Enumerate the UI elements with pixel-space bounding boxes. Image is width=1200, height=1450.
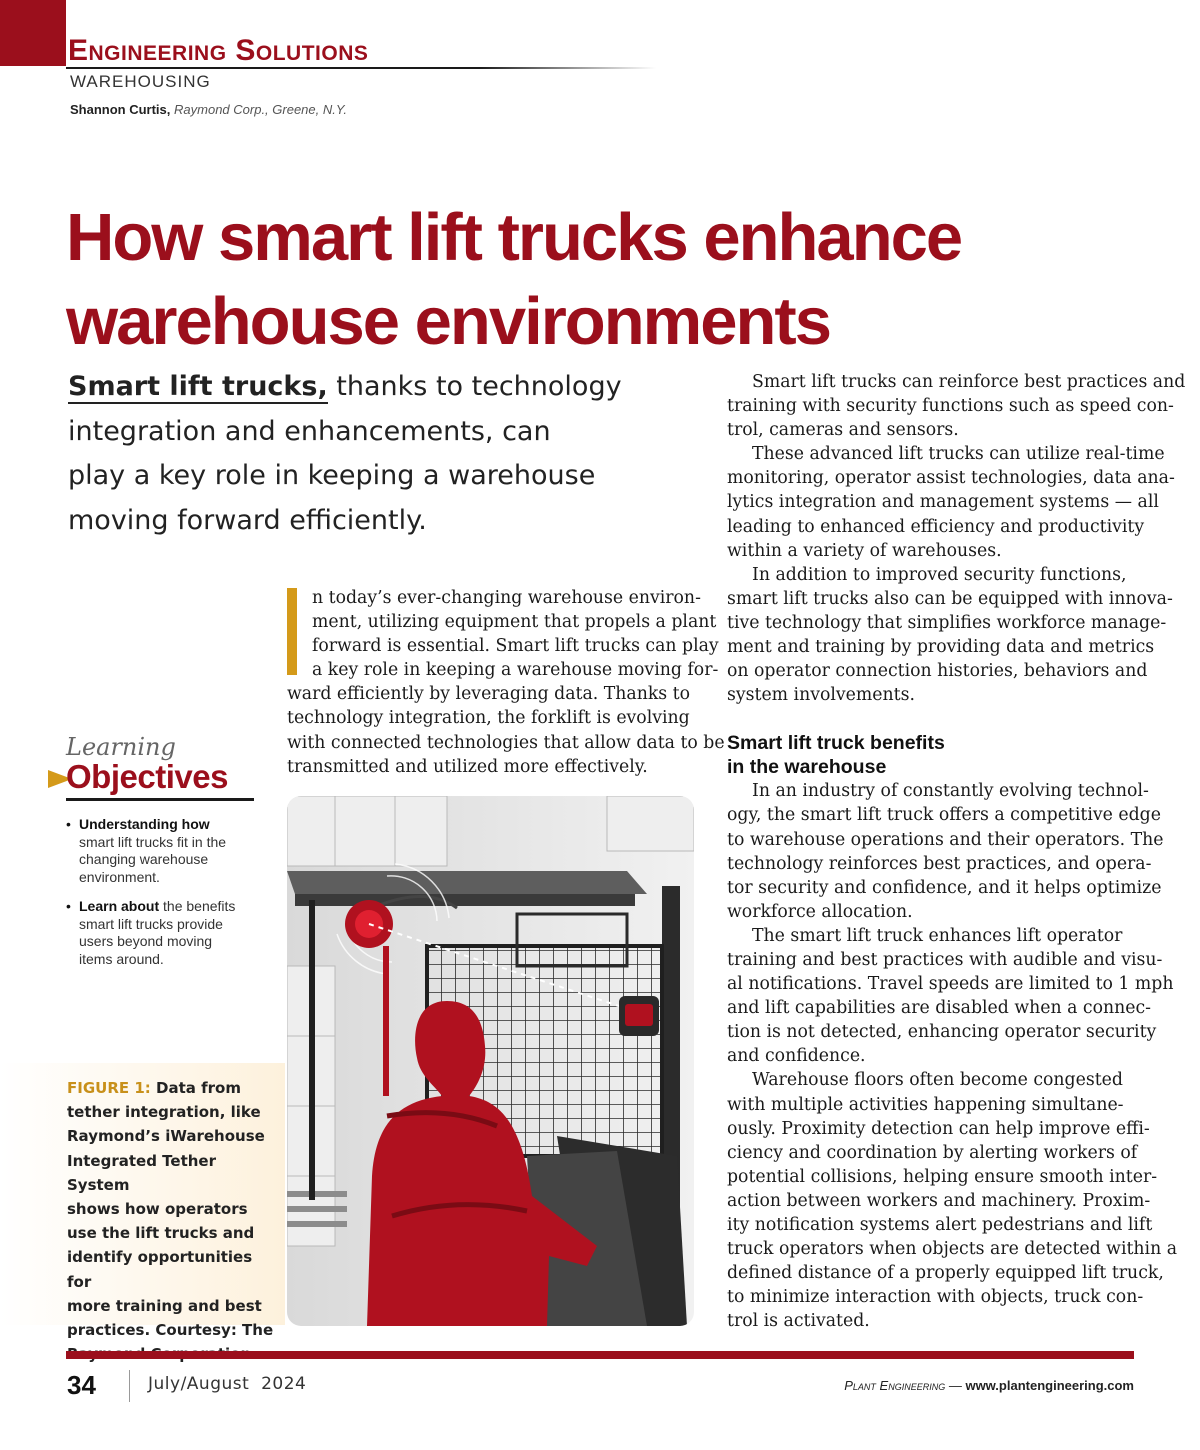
- body-line: n today’s ever-changing warehouse environ-: [312, 588, 701, 608]
- figure-caption: [67, 1076, 277, 1366]
- body-line: training and best practices with audible and visu-: [727, 949, 1163, 970]
- subheading-line: Smart lift truck benefits: [727, 732, 945, 755]
- body-line: forward is essential. Smart lift trucks can play: [312, 636, 719, 657]
- magazine-name: Plant Engineering: [844, 1378, 946, 1393]
- body-line: ment, utilizing equipment that propels a plant: [312, 612, 717, 633]
- caption-line: use the lift trucks and: [67, 1224, 255, 1243]
- body-line: Smart lift trucks can reinforce best practices and: [752, 372, 1186, 392]
- body-column-2: [727, 370, 1186, 1333]
- body-line: trol is activated.: [727, 1311, 870, 1332]
- body-line: ously. Proximity detection can help improve effi-: [727, 1118, 1150, 1139]
- caption-line: tether integration, like: [67, 1103, 261, 1122]
- deck-line: integration and enhancements, can: [68, 415, 551, 447]
- body-line: ogy, the smart lift truck offers a competitive edge: [727, 805, 1161, 826]
- headline-line: warehouse environments: [66, 284, 830, 359]
- body-line: technology reinforces best practices, and opera-: [727, 853, 1152, 874]
- figure-illustration: [287, 796, 694, 1326]
- caption-line: identify opportunities for: [67, 1248, 253, 1291]
- author-name: Shannon Curtis,: [70, 102, 171, 117]
- byline: [70, 102, 347, 117]
- figure-label: FIGURE 1:: [67, 1079, 151, 1097]
- objective-text: users beyond moving: [79, 933, 213, 949]
- body-line: monitoring, operator assist technologies, data ana-: [727, 468, 1175, 489]
- body-line: al notifications. Travel speeds are limited to 1 mph: [727, 974, 1174, 995]
- body-line: leading to enhanced efficiency and productivity: [727, 516, 1145, 537]
- deck-lead: Smart lift trucks,: [68, 371, 328, 402]
- body-line: smart lift trucks also can be equipped with innova-: [727, 588, 1173, 609]
- subsection-label: WAREHOUSING: [70, 72, 211, 91]
- body-line: ity notification systems alert pedestrians and lift: [727, 1215, 1153, 1235]
- body-line: on operator connection histories, behaviors and: [727, 661, 1148, 682]
- body-line: defined distance of a properly equipped lift truck,: [727, 1263, 1164, 1284]
- deck-line: play a key role in keeping a warehouse: [68, 460, 596, 491]
- article-deck: [68, 365, 648, 543]
- learning-label: Learning: [66, 733, 176, 761]
- body-line: to minimize interaction with objects, truck con-: [727, 1287, 1144, 1308]
- body-line: potential collisions, helping ensure smooth inter-: [727, 1166, 1158, 1187]
- body-line: and lift capabilities are disabled when a connec-: [727, 998, 1151, 1019]
- header-corner-block: [0, 0, 66, 66]
- page-number: 34: [67, 1370, 96, 1400]
- body-line: tor security and confidence, and it helps optimize: [727, 877, 1162, 898]
- objective-text: items around.: [79, 950, 164, 967]
- body-line: training with security functions such as speed con-: [727, 396, 1174, 417]
- caption-line: more training and best: [67, 1296, 262, 1315]
- body-line: Warehouse floors often become congested: [752, 1070, 1123, 1091]
- subheading: [727, 731, 1137, 779]
- footer-masthead: [844, 1378, 1134, 1393]
- body-line: to warehouse operations and their operators. The: [727, 829, 1164, 850]
- objective-item: [66, 898, 256, 968]
- body-line: lytics integration and management systems — all: [727, 492, 1159, 513]
- caption-line: shows how operators: [67, 1200, 248, 1219]
- objective-text: the benefits: [159, 898, 236, 914]
- body-line: In an industry of constantly evolving technol-: [752, 781, 1149, 802]
- objective-lead: Learn about: [79, 898, 160, 914]
- subheading-line: in the warehouse: [727, 756, 887, 779]
- body-line: These advanced lift trucks can utilize real-time: [752, 444, 1165, 465]
- footer-dash: —: [945, 1378, 966, 1393]
- body-line: with connected technologies that allow data to be: [287, 732, 725, 753]
- body-line: within a variety of warehouses.: [727, 540, 1002, 561]
- section-title: Engineering Solutions: [68, 34, 369, 67]
- body-line: tive technology that simplifies workforce manage-: [727, 612, 1167, 633]
- body-line: ward efficiently by leveraging data. Thanks to: [287, 684, 691, 705]
- objective-text: environment.: [79, 868, 160, 885]
- body-line: action between workers and machinery. Proxim-: [727, 1190, 1151, 1211]
- body-line: ciency and coordination by alerting workers of: [727, 1142, 1138, 1163]
- body-line: In addition to improved security functions,: [752, 564, 1127, 585]
- website-link[interactable]: www.plantengineering.com: [965, 1378, 1134, 1393]
- body-line: workforce allocation.: [727, 901, 913, 922]
- section-rule: [66, 67, 656, 69]
- deck-line: moving forward efficiently.: [68, 504, 427, 536]
- caption-line: practices. Courtesy: The: [67, 1321, 274, 1340]
- objectives-label: Objectives: [66, 758, 228, 795]
- objective-item: [66, 816, 256, 886]
- footer-separator: [129, 1370, 130, 1402]
- body-line: trol, cameras and sensors.: [727, 420, 959, 441]
- body-column-1: [287, 586, 725, 779]
- body-line: system involvements.: [727, 685, 915, 706]
- issue-date: July/August 2024: [148, 1374, 307, 1394]
- objective-text: changing warehouse: [79, 851, 209, 867]
- objective-lead: Understanding how: [79, 816, 210, 832]
- body-line: tion is not detected, enhancing operator security: [727, 1022, 1157, 1043]
- body-line: truck operators when objects are detected within a: [727, 1239, 1178, 1260]
- article-headline: [66, 196, 1146, 364]
- body-line: The smart lift truck enhances lift operator: [752, 925, 1123, 946]
- caption-line: Data from: [150, 1079, 241, 1097]
- body-line: a key role in keeping a warehouse moving for-: [312, 660, 719, 681]
- footer-rule: [66, 1351, 1134, 1359]
- caption-line: Integrated Tether System: [67, 1151, 216, 1194]
- caption-line: Raymond’s iWarehouse: [67, 1127, 265, 1146]
- body-line: with multiple activities happening simultane-: [727, 1094, 1124, 1115]
- objectives-rule: [66, 798, 254, 801]
- objective-text: smart lift trucks provide: [79, 915, 223, 932]
- author-affiliation: Raymond Corp., Greene, N.Y.: [174, 102, 347, 117]
- objectives-list: [66, 816, 256, 980]
- body-line: ment and training by providing data and metrics: [727, 637, 1155, 658]
- headline-line: How smart lift trucks enhance: [66, 200, 962, 275]
- deck-text: thanks to technology: [327, 371, 622, 402]
- body-line: and confidence.: [727, 1046, 866, 1067]
- body-line: transmitted and utilized more effectively.: [287, 756, 648, 777]
- body-line: technology integration, the forklift is evolving: [287, 708, 690, 729]
- objective-text: smart lift trucks fit in the: [79, 833, 227, 850]
